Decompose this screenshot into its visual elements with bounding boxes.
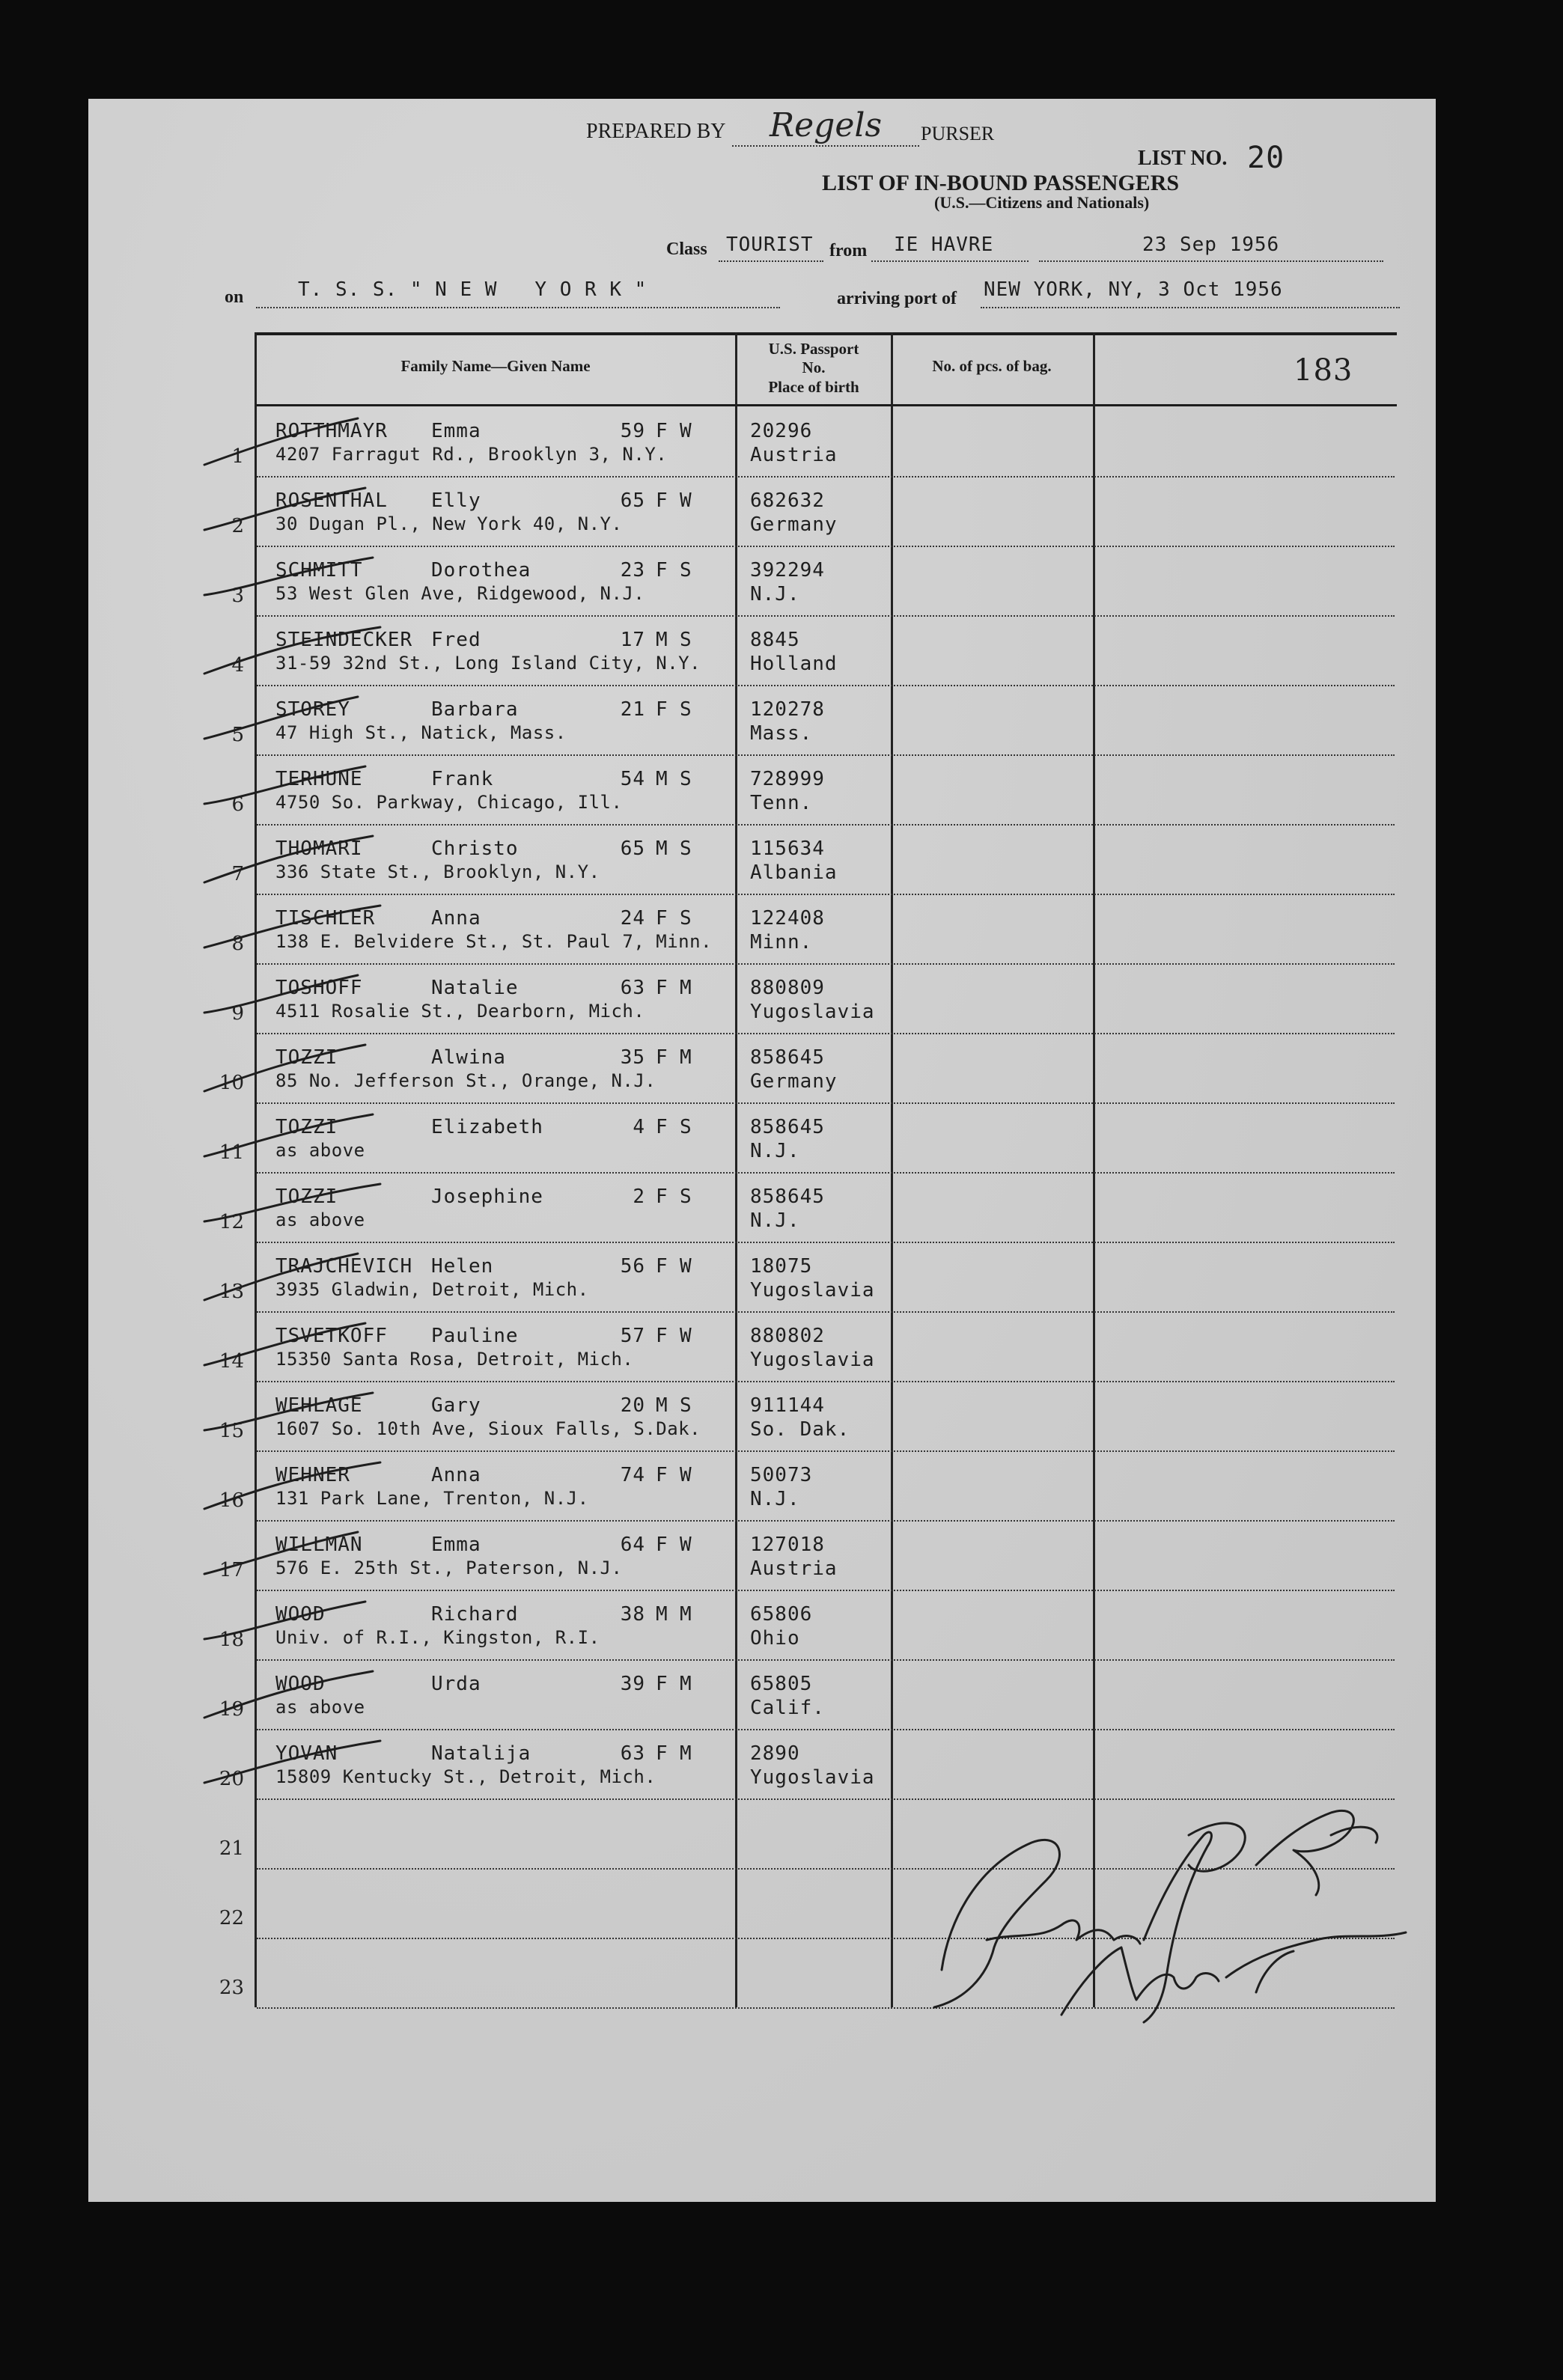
marital-status: W: [680, 489, 692, 512]
given-name: Elly: [431, 489, 481, 512]
sex: F: [656, 907, 668, 930]
place-of-birth: Yugoslavia: [750, 1279, 875, 1302]
check-mark: [201, 900, 395, 959]
marital-status: M: [680, 1603, 692, 1626]
table-row: [88, 1659, 1436, 1729]
given-name: Natalie: [431, 977, 519, 999]
place-of-birth: Holland: [750, 653, 838, 675]
passport-number: 65805: [750, 1673, 813, 1695]
marital-status: S: [680, 1186, 692, 1208]
address: 53 West Glen Ave, Ridgewood, N.J.: [275, 583, 645, 604]
table-row: [88, 615, 1436, 685]
given-name: Helen: [431, 1255, 494, 1278]
place-of-birth: Yugoslavia: [750, 1766, 875, 1789]
sex: F: [656, 1742, 668, 1765]
ship-line: [256, 307, 780, 308]
marital-status: W: [680, 1255, 692, 1278]
place-of-birth: Mass.: [750, 722, 813, 745]
age: 23: [620, 559, 645, 582]
address: 4207 Farragut Rd., Brooklyn 3, N.Y.: [275, 444, 668, 465]
age: 65: [620, 837, 645, 860]
table-row: [88, 754, 1436, 824]
row-number: 9: [231, 1002, 244, 1025]
family-name: TRAJCHEVICH: [275, 1255, 413, 1278]
family-name: ROSENTHAL: [275, 489, 388, 512]
check-mark: [201, 1735, 395, 1795]
family-name: STOREY: [275, 698, 350, 721]
passport-number: 392294: [750, 559, 825, 582]
place-of-birth: Germany: [750, 513, 838, 536]
marital-status: W: [680, 420, 692, 442]
address: 31-59 32nd St., Long Island City, N.Y.: [275, 653, 701, 674]
passport-number: 120278: [750, 698, 825, 721]
passport-number: 911144: [750, 1394, 825, 1417]
on-label: on: [225, 287, 244, 307]
address: 85 No. Jefferson St., Orange, N.J.: [275, 1070, 656, 1091]
row-number: 16: [219, 1489, 244, 1512]
place-of-birth: Minn.: [750, 931, 813, 953]
col-header-passport-1: U.S. Passport: [768, 340, 859, 358]
family-name: THOMARI: [275, 837, 363, 860]
marital-status: W: [680, 1534, 692, 1556]
marital-status: S: [680, 837, 692, 860]
address: Univ. of R.I., Kingston, R.I.: [275, 1627, 600, 1648]
place-of-birth: Ohio: [750, 1627, 800, 1650]
marital-status: S: [680, 1394, 692, 1417]
age: 59: [620, 420, 645, 442]
age: 2: [633, 1186, 645, 1208]
check-mark: [201, 1596, 395, 1656]
arriving-line: [981, 307, 1400, 308]
row-number: 22: [219, 1907, 244, 1929]
family-name: WEHNER: [275, 1464, 350, 1486]
given-name: Richard: [431, 1603, 519, 1626]
given-name: Barbara: [431, 698, 519, 721]
table-row: [88, 1590, 1436, 1659]
age: 63: [620, 977, 645, 999]
check-mark: [201, 1387, 395, 1447]
given-name: Elizabeth: [431, 1116, 543, 1138]
prepared-by-line: [732, 145, 919, 147]
row-number: 15: [219, 1420, 244, 1442]
age: 17: [620, 629, 645, 651]
passport-number: 18075: [750, 1255, 813, 1278]
check-mark: [201, 760, 395, 820]
place-of-birth: Yugoslavia: [750, 1349, 875, 1371]
family-name: TISCHLER: [275, 907, 376, 930]
age: 57: [620, 1325, 645, 1347]
sex: F: [656, 1673, 668, 1695]
passport-number: 682632: [750, 489, 825, 512]
place-of-birth: Tenn.: [750, 792, 813, 814]
age: 65: [620, 489, 645, 512]
sex: F: [656, 1046, 668, 1069]
sex: F: [656, 1325, 668, 1347]
family-name: ROTTHMAYR: [275, 420, 388, 442]
sex: F: [656, 559, 668, 582]
table-row: [88, 963, 1436, 1033]
row-number: 18: [219, 1629, 244, 1651]
age: 54: [620, 768, 645, 790]
address: 138 E. Belvidere St., St. Paul 7, Minn.: [275, 931, 713, 952]
row-number: 14: [219, 1350, 244, 1373]
family-name: TOZZI: [275, 1186, 338, 1208]
address: 1607 So. 10th Ave, Sioux Falls, S.Dak.: [275, 1418, 701, 1439]
marital-status: M: [680, 1046, 692, 1069]
from-value: IE HAVRE: [894, 234, 994, 256]
address: 3935 Gladwin, Detroit, Mich.: [275, 1279, 589, 1300]
table-row: [88, 1033, 1436, 1102]
place-of-birth: Austria: [750, 444, 838, 466]
passport-number: 858645: [750, 1046, 825, 1069]
check-mark: [201, 1526, 395, 1586]
col-header-bags: No. of pcs. of bag.: [932, 357, 1052, 375]
passport-number: 880802: [750, 1325, 825, 1347]
given-name: Emma: [431, 1534, 481, 1556]
table-row: [88, 1450, 1436, 1520]
address: 336 State St., Brooklyn, N.Y.: [275, 861, 600, 882]
check-mark: [201, 1248, 395, 1308]
sex: F: [656, 420, 668, 442]
age: 74: [620, 1464, 645, 1486]
row-number: 12: [219, 1211, 244, 1233]
table-row: [88, 1242, 1436, 1311]
sex: M: [656, 629, 668, 651]
sex: F: [656, 1534, 668, 1556]
sex: F: [656, 489, 668, 512]
marital-status: S: [680, 559, 692, 582]
place-of-birth: Austria: [750, 1557, 838, 1580]
check-mark: [201, 969, 395, 1029]
table-row: [88, 476, 1436, 546]
row-number: 11: [219, 1141, 244, 1164]
age: 56: [620, 1255, 645, 1278]
age: 64: [620, 1534, 645, 1556]
family-name: TSVETKOFF: [275, 1325, 388, 1347]
age: 24: [620, 907, 645, 930]
sex: M: [656, 1603, 668, 1626]
check-mark: [201, 482, 395, 542]
row-number: 2: [231, 515, 244, 537]
sex: F: [656, 1464, 668, 1486]
place-of-birth: N.J.: [750, 1140, 800, 1162]
place-of-birth: Calif.: [750, 1697, 825, 1719]
class-line: [719, 260, 823, 262]
passport-number: 728999: [750, 768, 825, 790]
table-row: [88, 824, 1436, 894]
table-row: [88, 685, 1436, 754]
family-name: SCHMITT: [275, 559, 363, 582]
given-name: Christo: [431, 837, 519, 860]
marital-status: S: [680, 698, 692, 721]
given-name: Anna: [431, 1464, 481, 1486]
passport-number: 115634: [750, 837, 825, 860]
place-of-birth: N.J.: [750, 583, 800, 605]
prepared-by-label: PREPARED BY: [586, 120, 726, 143]
row-number: 13: [219, 1281, 244, 1303]
address: 30 Dugan Pl., New York 40, N.Y.: [275, 513, 623, 534]
marital-status: S: [680, 629, 692, 651]
check-mark: [201, 1039, 395, 1099]
date-value: 23 Sep 1956: [1142, 234, 1280, 256]
passport-number: 20296: [750, 420, 813, 442]
row-number: 8: [231, 933, 244, 955]
marital-status: W: [680, 1325, 692, 1347]
marital-status: S: [680, 768, 692, 790]
table-row: [88, 406, 1436, 476]
row-number: 6: [231, 793, 244, 816]
place-of-birth: So. Dak.: [750, 1418, 850, 1441]
family-name: TOSHOFF: [275, 977, 363, 999]
family-name: WOOD: [275, 1673, 326, 1695]
address: 15809 Kentucky St., Detroit, Mich.: [275, 1766, 656, 1787]
check-mark: [201, 1108, 395, 1168]
address: 47 High St., Natick, Mass.: [275, 722, 567, 743]
sex: F: [656, 1186, 668, 1208]
passport-number: 858645: [750, 1116, 825, 1138]
given-name: Gary: [431, 1394, 481, 1417]
row-number: 4: [231, 654, 244, 677]
check-mark: [201, 412, 395, 472]
family-name: TOZZI: [275, 1046, 338, 1069]
age: 38: [620, 1603, 645, 1626]
place-of-birth: N.J.: [750, 1488, 800, 1510]
age: 4: [633, 1116, 645, 1138]
address: 15350 Santa Rosa, Detroit, Mich.: [275, 1349, 634, 1370]
place-of-birth: Yugoslavia: [750, 1001, 875, 1023]
check-mark: [201, 1178, 395, 1238]
col-header-passport-3: Place of birth: [768, 378, 859, 396]
place-of-birth: Albania: [750, 861, 838, 884]
check-mark: [201, 1456, 395, 1516]
marital-status: S: [680, 907, 692, 930]
given-name: Fred: [431, 629, 481, 651]
address: 4750 So. Parkway, Chicago, Ill.: [275, 792, 623, 813]
family-name: WOOD: [275, 1603, 326, 1626]
row-number: 20: [219, 1768, 244, 1790]
row-number: 10: [219, 1072, 244, 1094]
table-row: [88, 1172, 1436, 1242]
list-title: LIST OF IN-BOUND PASSENGERS: [822, 171, 1180, 195]
arriving-label: arriving port of: [837, 289, 957, 308]
address: 4511 Rosalie St., Dearborn, Mich.: [275, 1001, 645, 1022]
family-name: YOVAN: [275, 1742, 338, 1765]
check-mark: [201, 552, 395, 611]
given-name: Anna: [431, 907, 481, 930]
class-value: TOURIST: [726, 234, 814, 256]
class-label: Class: [666, 239, 707, 259]
sex: F: [656, 1116, 668, 1138]
manifest-sheet: [88, 99, 1436, 2202]
age: 35: [620, 1046, 645, 1069]
date-line: [1039, 260, 1383, 262]
passport-number: 880809: [750, 977, 825, 999]
row-number: 23: [219, 1977, 244, 1999]
age: 20: [620, 1394, 645, 1417]
table-row: [88, 1381, 1436, 1450]
sex: F: [656, 1255, 668, 1278]
table-row: [88, 1102, 1436, 1172]
check-mark: [201, 621, 395, 681]
passport-number: 858645: [750, 1186, 825, 1208]
row-number: 3: [231, 585, 244, 607]
given-name: Urda: [431, 1673, 481, 1695]
sex: F: [656, 698, 668, 721]
marital-status: W: [680, 1464, 692, 1486]
table-row: [88, 894, 1436, 963]
age: 63: [620, 1742, 645, 1765]
ship-value: T. S. S. " N E W Y O R K ": [298, 278, 648, 301]
check-mark: [201, 691, 395, 751]
check-mark: [201, 830, 395, 890]
given-name: Natalija: [431, 1742, 531, 1765]
page-number: 183: [1294, 353, 1353, 388]
marital-status: M: [680, 977, 692, 999]
given-name: Emma: [431, 420, 481, 442]
sex: M: [656, 1394, 668, 1417]
sex: M: [656, 768, 668, 790]
family-name: TERHUNE: [275, 768, 363, 790]
age: 39: [620, 1673, 645, 1695]
age: 21: [620, 698, 645, 721]
place-of-birth: Germany: [750, 1070, 838, 1093]
arriving-value: NEW YORK, NY, 3 Oct 1956: [984, 278, 1283, 301]
given-name: Alwina: [431, 1046, 506, 1069]
given-name: Dorothea: [431, 559, 531, 582]
table-row: [88, 1520, 1436, 1590]
given-name: Josephine: [431, 1186, 543, 1208]
table-top-rule: [255, 332, 1397, 335]
passport-number: 65806: [750, 1603, 813, 1626]
sex: F: [656, 977, 668, 999]
row-number: 7: [231, 863, 244, 885]
passport-number: 127018: [750, 1534, 825, 1556]
col-header-name: Family Name—Given Name: [400, 357, 591, 375]
family-name: WILLMAN: [275, 1534, 363, 1556]
address: as above: [275, 1209, 365, 1230]
col-header-passport-2: No.: [802, 358, 826, 376]
row-number: 5: [231, 724, 244, 746]
check-mark: [201, 1317, 395, 1377]
purser-label: PURSER: [921, 123, 995, 144]
address: 576 E. 25th St., Paterson, N.J.: [275, 1557, 623, 1578]
address: as above: [275, 1140, 365, 1161]
family-name: TOZZI: [275, 1116, 338, 1138]
list-no-label: LIST NO.: [1138, 147, 1228, 170]
check-mark: [201, 1665, 395, 1725]
address: 131 Park Lane, Trenton, N.J.: [275, 1488, 589, 1509]
given-name: Pauline: [431, 1325, 519, 1347]
prepared-by-name: Regels: [770, 106, 883, 144]
marital-status: S: [680, 1116, 692, 1138]
place-of-birth: N.J.: [750, 1209, 800, 1232]
row-number: 21: [219, 1837, 244, 1860]
marital-status: M: [680, 1673, 692, 1695]
family-name: STEINDECKER: [275, 629, 413, 651]
row-number: 1: [231, 445, 244, 468]
inspector-signature: [837, 1753, 1436, 2067]
marital-status: M: [680, 1742, 692, 1765]
given-name: Frank: [431, 768, 494, 790]
table-row: [88, 1311, 1436, 1381]
family-name: WEHLAGE: [275, 1394, 363, 1417]
passport-number: 50073: [750, 1464, 813, 1486]
passport-number: 122408: [750, 907, 825, 930]
list-no-value: 20: [1247, 141, 1285, 175]
row-number: 17: [219, 1559, 244, 1581]
sex: M: [656, 837, 668, 860]
passport-number: 2890: [750, 1742, 800, 1765]
table-row: [88, 546, 1436, 615]
address: as above: [275, 1697, 365, 1718]
row-number: 19: [219, 1698, 244, 1721]
from-line: [871, 260, 1029, 262]
from-label: from: [829, 241, 868, 260]
list-subtitle: (U.S.—Citizens and Nationals): [934, 193, 1150, 212]
passport-number: 8845: [750, 629, 800, 651]
